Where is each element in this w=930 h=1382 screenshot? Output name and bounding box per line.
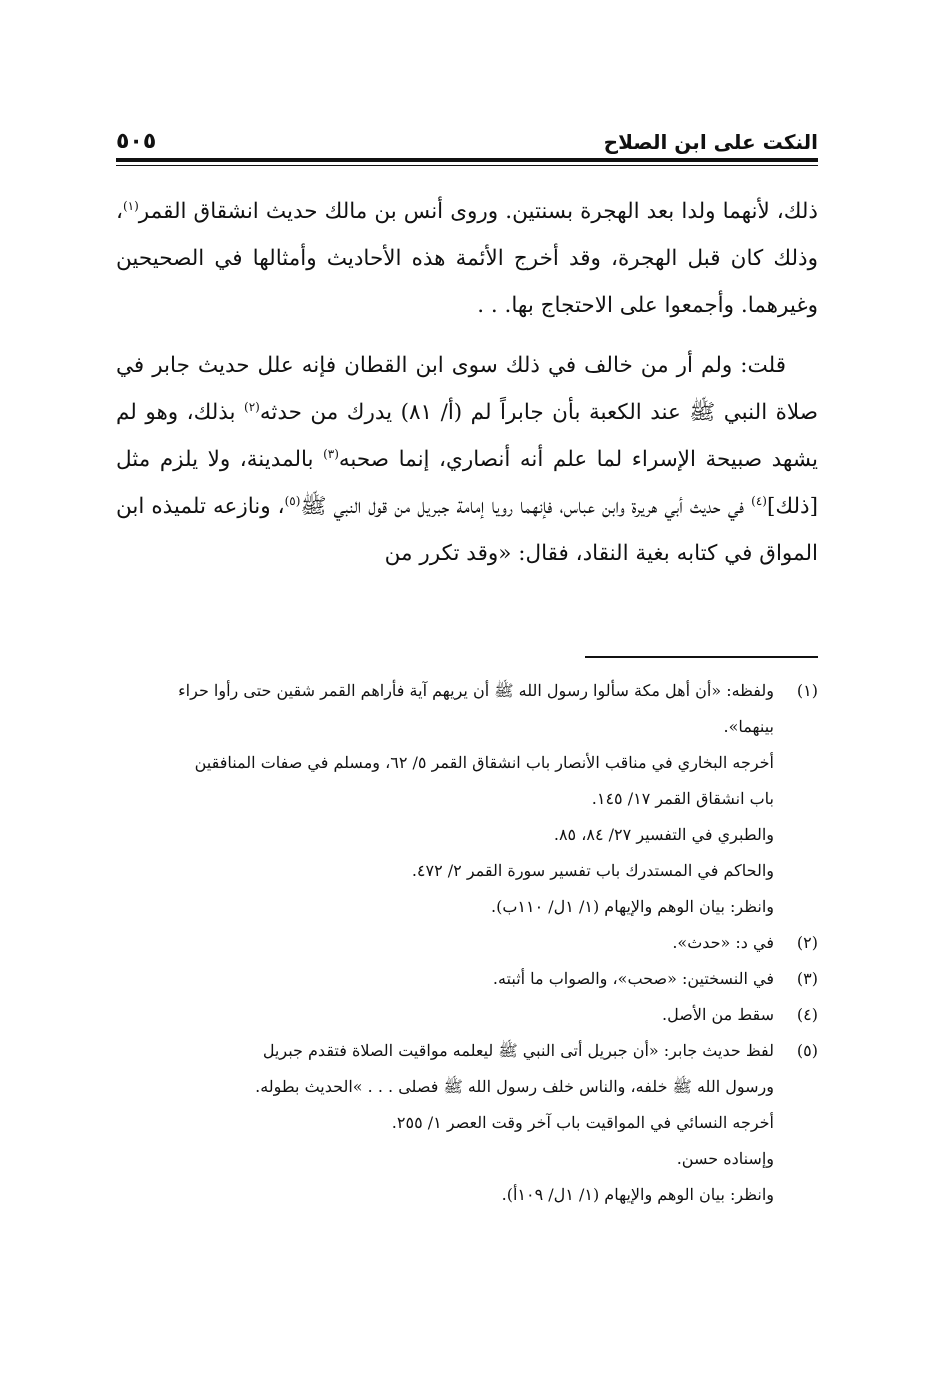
text-segment: ، ونازعه تلميذه ابن المواق في كتابه بغية النقاد، فقال: «وقد تكرر من [116, 494, 818, 566]
footnote-line: والحاكم في المستدرك باب تفسير سورة القمر ٢/ ٤٧٢. [411, 861, 774, 880]
text-segment: في حديث أبي هريرة وابن عباس، فإنهما رويا إمامة جبريل من قول النبي ﷺ [300, 494, 752, 519]
running-header [116, 120, 818, 154]
footnote-body [116, 997, 774, 1033]
footnote-body [116, 961, 774, 997]
footnote-line: أخرجه النسائي في المواقيت باب آخر وقت العصر ١/ ٢٥٥. [391, 1113, 774, 1132]
footnote-ref: (٣) [323, 446, 339, 461]
footnote-line: بينهما». [723, 717, 774, 736]
page-number: ٥٠٥ [116, 129, 157, 154]
footnote-4 [116, 997, 818, 1033]
footnote-line: باب انشقاق القمر ١٧/ ١٤٥. [591, 789, 774, 808]
footnote-ref: (٤) [751, 493, 767, 508]
footnote-line: في النسختين: «صحب»، والصواب ما أثبته. [492, 969, 774, 988]
footnote-separator [585, 656, 818, 658]
footnote-1 [116, 673, 818, 925]
footnote-ref: (٢) [244, 399, 260, 414]
text-segment: بالمدينة، ولا يلزم مثل [ذلك] [116, 447, 818, 519]
footnote-ref: (٥) [284, 493, 301, 508]
footnote-number: (٥) [796, 1041, 818, 1060]
text-segment: ، وذلك كان قبل الهجرة، وقد أخرج الأئمة هذه الأحاديث وأمثالها في الصحيحين وغيرهما. وأجمعوا على الاحتجاج بها. . . [116, 199, 818, 318]
footnote-line: سقط من الأصل. [662, 1005, 774, 1024]
footnote-body [116, 673, 774, 925]
footnote-number: (٤) [796, 1005, 818, 1024]
footnote-2 [116, 925, 818, 961]
footnote-number: (٢) [796, 933, 818, 952]
text-segment: قلت: ولم أر من خالف في ذلك سوى ابن القطان فإنه علل حديث جابر في صلاة النبي ﷺ عند الكعبة بأن جابراً لم (أ/ ٨١) يدرك من حدثه [116, 353, 818, 425]
footnote-body [116, 925, 774, 961]
footnote-5 [116, 1033, 818, 1213]
footnote-line: وإسناده حسن. [676, 1149, 774, 1168]
header-rule-thick [116, 158, 818, 162]
text-segment: ذلك، لأنهما ولدا بعد الهجرة بسنتين. وروى أنس بن مالك حديث انشقاق القمر [138, 199, 818, 224]
footnote-line: ورسول الله ﷺ خلفه، والناس خلف رسول الله ﷺ فصلى . . . »الحديث بطوله. [255, 1077, 774, 1096]
footnote-line: في د: «حدث». [672, 933, 774, 952]
footnote-line: ولفظه: «أن أهل مكة سألوا رسول الله ﷺ أن يريهم آية فأراهم القمر شقين حتى رأوا حراء [178, 681, 774, 700]
footnote-number: (١) [796, 681, 818, 700]
header-rule-thin [116, 165, 818, 166]
text-segment: بذلك، وهو لم يشهد صبيحة الإسراء لما علم أنه أنصاري، إنما صحبه [116, 400, 818, 472]
footnote-number: (٣) [796, 969, 818, 988]
footnote-3 [116, 961, 818, 997]
paragraph-1 [116, 188, 818, 329]
footnote-line: أخرجه البخاري في مناقب الأنصار باب انشقاق القمر ٥/ ٦٢، ومسلم في صفات المنافقين [194, 753, 774, 772]
footnotes [116, 673, 818, 1213]
footnote-ref: (١) [122, 198, 139, 213]
paragraph-2 [116, 342, 818, 577]
footnote-body [116, 1033, 774, 1213]
footnote-line: وانظر: بيان الوهم والإيهام (١/ ١ل/ ١١٠ب). [491, 897, 774, 916]
footnote-line: لفظ حديث جابر: «أن جبريل أتى النبي ﷺ ليعلمه مواقيت الصلاة فتقدم جبريل [262, 1041, 774, 1060]
footnote-line: وانظر: بيان الوهم والإيهام (١/ ١ل/ ١٠٩أ). [501, 1185, 774, 1204]
book-title: النكت على ابن الصلاح [603, 130, 818, 154]
footnote-line: والطبري في التفسير ٢٧/ ٨٤، ٨٥. [553, 825, 774, 844]
main-text [116, 188, 818, 577]
